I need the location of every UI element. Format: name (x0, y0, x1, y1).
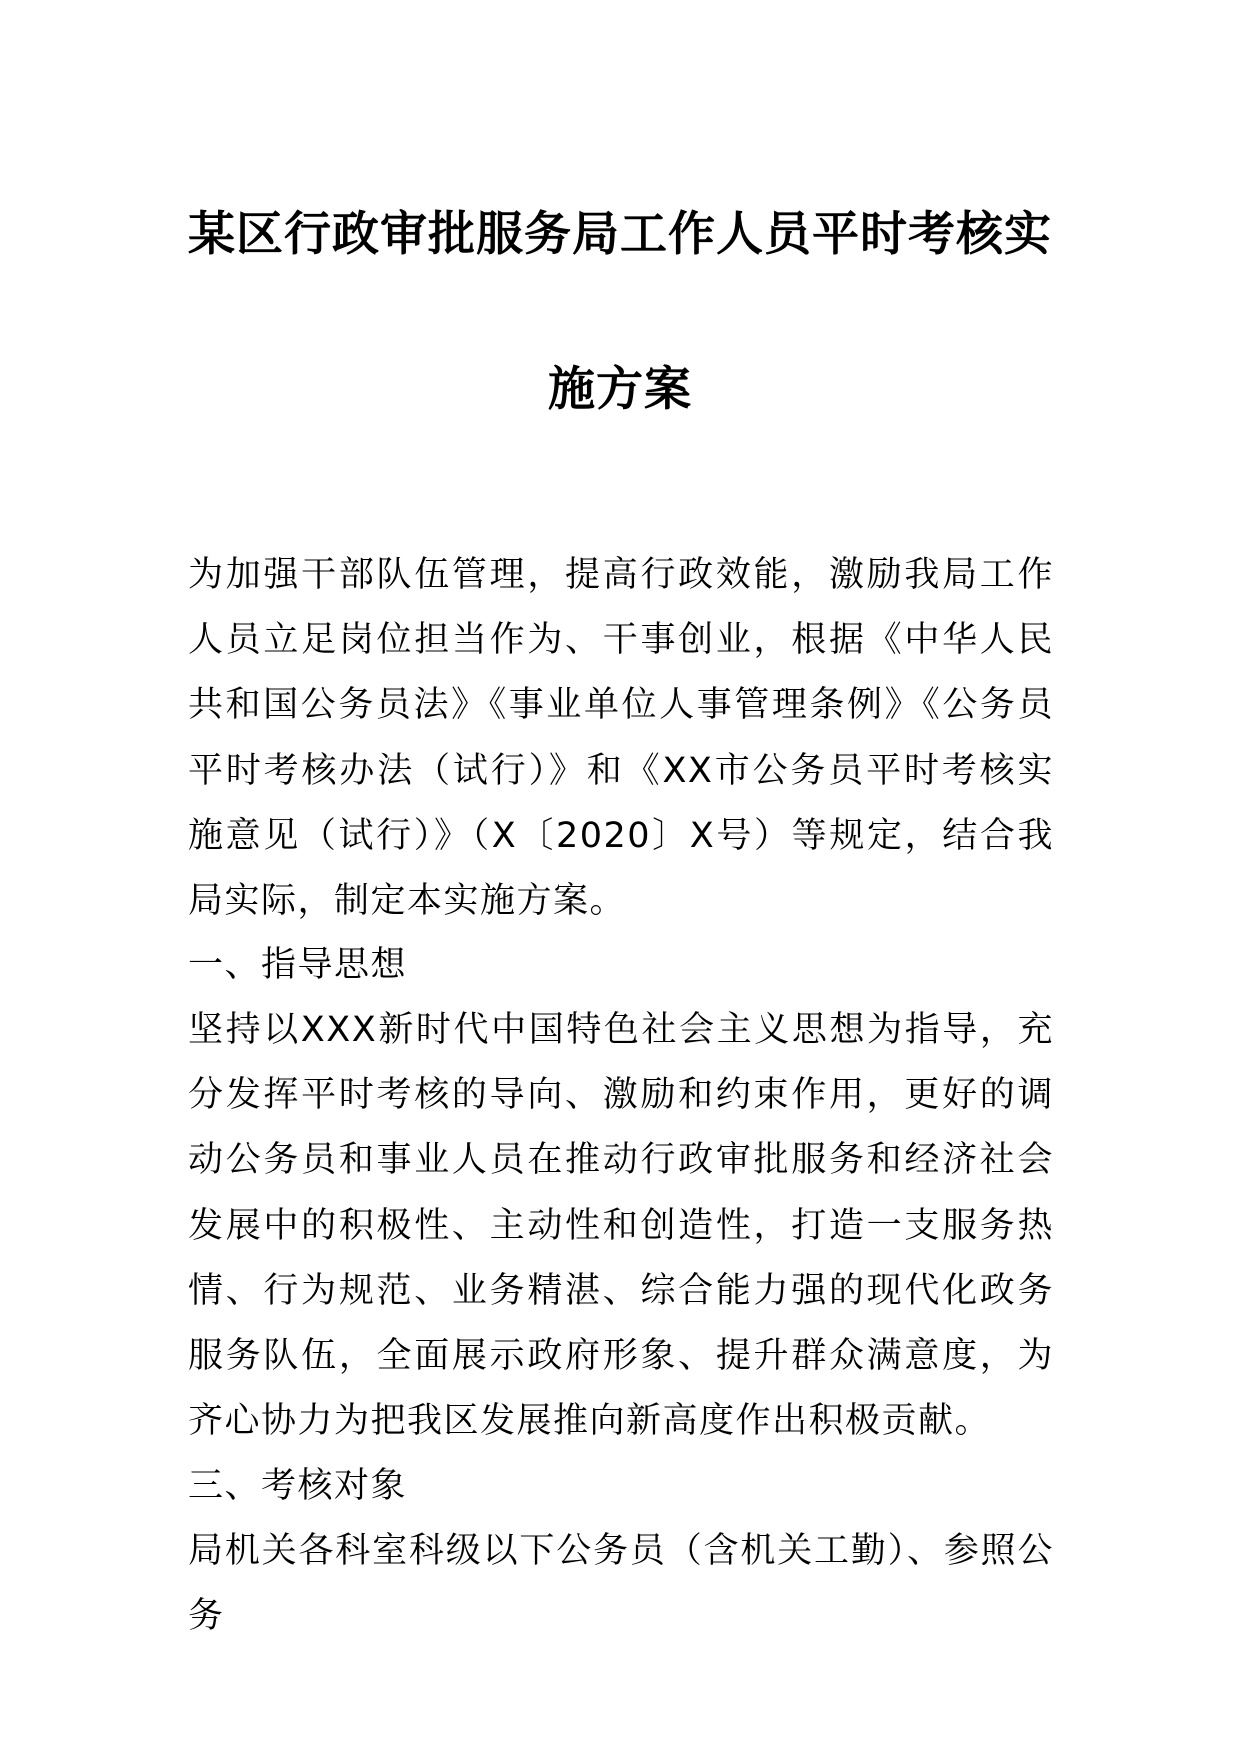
assessment-targets-paragraph: 局机关各科室科级以下公务员（含机关工勤）、参照公务 (188, 1531, 1054, 1637)
document-title-line-1: 某区行政审批服务局工作人员平时考核实 (188, 207, 1052, 262)
document-title-line-2: 施方案 (548, 362, 692, 417)
guiding-ideology-paragraph: 坚持以XXX新时代中国特色社会主义思想为指导，充分发挥平时考核的导向、激励和约束作用，更好的调动公务员和事业人员在推动行政审批服务和经济社会发展中的积极性、主动性和创造性，打造一支服务热情、行为规范、业务精湛、综合能力强的现代化政务服务队伍，全面展示政府形象、提升群众满意度，为齐心协力为把我区发展推向新高度作出积极贡献。 (188, 1010, 1054, 1442)
section-heading-assessment-targets: 三、考核对象 (188, 1466, 408, 1506)
intro-paragraph: 为加强干部队伍管理，提高行政效能，激励我局工作人员立足岗位担当作为、干事创业，根据《中华人民共和国公务员法》《事业单位人事管理条例》《公务员平时考核办法（试行）》和《XX市公务员平时考核实施意见（试行）》（X〔2020〕X号）等规定，结合我局实际，制定本实施方案。 (188, 555, 1054, 922)
section-heading-guiding-ideology: 一、指导思想 (188, 945, 408, 985)
